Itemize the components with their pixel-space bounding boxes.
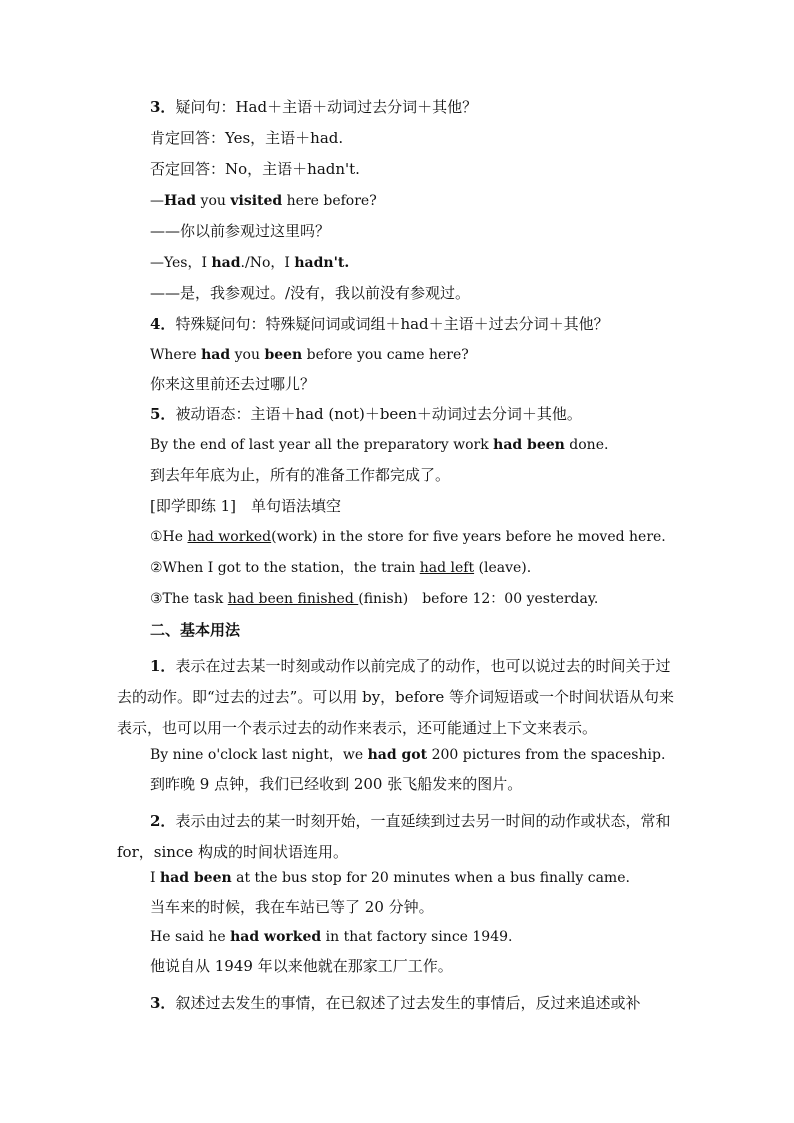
line-special-question-form [150,315,609,333]
text-segment: 否定回答：No，主语＋hadn't. [150,160,360,178]
bold-text: Had [164,193,197,209]
text-segment: (leave). [474,560,532,576]
section-heading-basic-usage [150,621,240,639]
bold-text: had been [159,870,232,886]
text-segment: 被动语态：主语＋had (not)＋been＋动词过去分词＋其他。 [175,405,582,423]
line-passive-example-cn [150,466,450,484]
text-segment: He said he [150,929,231,945]
paragraph-usage-3 [117,988,677,1019]
text-segment: here before? [282,193,377,209]
line-usage-2-example-1-en [150,869,630,887]
line-special-example-cn [150,375,315,393]
text-segment: (finish) before 12：00 yesterday. [358,591,599,607]
line-exercise-heading [150,497,341,515]
bold-text: had worked [230,929,322,945]
line-usage-2-example-2-en [150,928,512,946]
bold-text: 3． [150,994,176,1012]
bold-text: visited [230,193,283,209]
bold-text: 3． [150,98,176,116]
line-usage-1-example-en [150,746,665,764]
text-segment: ./No，I [240,255,295,271]
text-segment: (work) in the store for five years before he moved here. [271,529,666,545]
text-segment: before you came here? [302,347,469,363]
paragraph-usage-2 [117,806,677,868]
line-special-example-en [150,346,469,364]
text-segment: 表示在过去某一时刻或动作以前完成了的动作，也可以说过去的时间关于过去的动作。即“过去的过去”。可以用 by，before 等介词短语或一个时间状语从句来表示，也可以用一个表示过去的动作来表示，还可能通过上下文来表示。 [117,657,675,737]
answer-blank: had left [419,560,475,576]
text-segment: in that factory since 1949. [321,929,513,945]
line-passive-form [150,405,582,423]
line-usage-2-example-2-cn [150,957,453,975]
text-segment: ——是，我参观过。/没有，我以前没有参观过。 [150,284,471,302]
bold-text: 2． [150,812,176,830]
text-segment: at the bus stop for 20 minutes when a bus finally came. [231,870,630,886]
answer-blank: had worked [187,529,272,545]
line-exercise-2 [150,559,531,577]
bold-text: 4． [150,315,176,333]
text-segment: 特殊疑问句：特殊疑问词或词组＋had＋主语＋过去分词＋其他？ [175,315,609,333]
text-segment: I [150,870,160,886]
text-segment: —Yes，I [150,255,212,271]
line-positive-answer [150,129,343,147]
text-segment: ——你以前参观过这里吗？ [150,222,331,240]
bold-text: been [264,347,303,363]
line-example-question-en [150,192,377,210]
bold-text: 1． [150,657,176,675]
bold-text: had got [367,747,428,763]
paragraph-usage-1 [117,651,677,744]
text-segment: 表示由过去的某一时刻开始，一直延续到过去另一时间的动作或状态，常和 for，since 构成的时间状语连用。 [117,812,671,861]
line-exercise-3 [150,590,598,608]
text-segment: you [196,193,231,209]
text-segment: 到昨晚 9 点钟，我们已经收到 200 张飞船发来的图片。 [150,775,523,793]
bold-text: had [211,255,241,271]
line-usage-2-example-1-cn [150,898,434,916]
line-passive-example-en [150,436,608,454]
text-segment: 叙述过去发生的事情，在已叙述了过去发生的事情后，反过来追述或补 [175,994,641,1012]
line-example-answer-cn [150,284,470,302]
text-segment: 疑问句：Had＋主语＋动词过去分词＋其他？ [175,98,478,116]
bold-text: hadn't. [294,255,350,271]
text-segment: 你来这里前还去过哪儿？ [150,375,316,393]
text-segment: 他说自从 1949 年以来他就在那家工厂工作。 [150,957,453,975]
bold-text: had been [493,437,565,453]
bold-text: 5． [150,405,176,423]
text-segment: [即学即练 1] 单句语法填空 [150,497,342,515]
text-segment: Where [150,347,202,363]
bold-text: 二、基本用法 [150,621,241,639]
text-segment: ①He [150,529,188,545]
bold-text: had [201,347,231,363]
text-segment: 肯定回答：Yes，主语＋had. [150,129,344,147]
answer-blank: had been finished [227,591,359,607]
text-segment: 当车来的时候，我在车站已等了 20 分钟。 [150,898,434,916]
text-segment: 200 pictures from the spaceship. [427,747,666,763]
line-question-form [150,98,477,116]
text-segment: ②When I got to the station，the train [150,560,420,576]
line-usage-1-example-cn [150,775,522,793]
text-segment: you [230,347,265,363]
text-segment: By the end of last year all the preparatory work [150,437,494,453]
text-segment: ③The task [150,591,228,607]
text-segment: — [150,193,164,209]
line-example-question-cn [150,222,330,240]
line-negative-answer [150,160,360,178]
line-exercise-1 [150,528,666,546]
text-segment: done. [564,437,609,453]
text-segment: By nine o'clock last night，we [150,747,368,763]
line-example-answer-en [150,254,349,272]
text-segment: 到去年年底为止，所有的准备工作都完成了。 [150,466,451,484]
